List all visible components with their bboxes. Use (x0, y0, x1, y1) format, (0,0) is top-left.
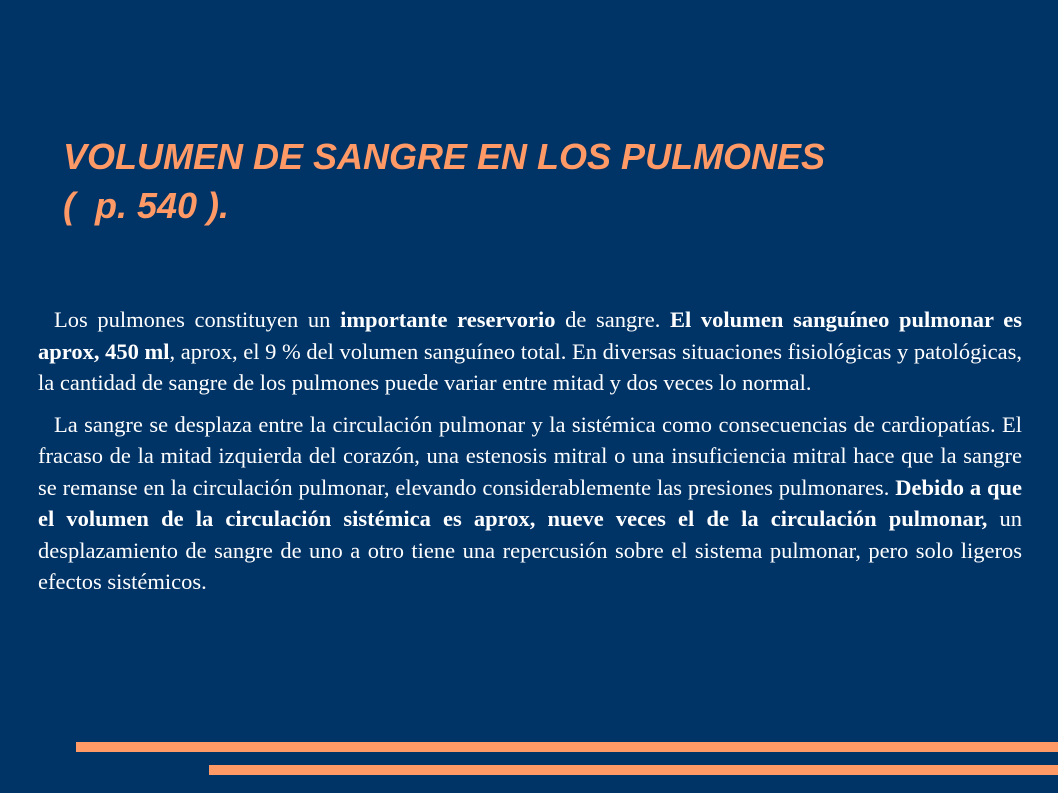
paragraph-1-text-2: de sangre. (555, 307, 671, 332)
slide-title (63, 132, 1023, 230)
slide-body (38, 304, 1022, 608)
slide-title-line-2: ( p. 540 ). (63, 185, 230, 226)
paragraph-1-text-1: Los pulmones constituyen un (54, 307, 341, 332)
paragraph-2 (38, 409, 1022, 598)
paragraph-2-text-2: un desplazamiento de sangre de uno a otro tiene una repercusión sobre el sistema pulmonar, pero solo ligeros efectos sistémicos. (38, 506, 1023, 594)
paragraph-1-bold-1: importante reservorio (340, 307, 556, 332)
paragraph-1 (38, 304, 1022, 399)
decorative-bar-bottom (209, 765, 1058, 775)
paragraph-2-text-1: La sangre se desplaza entre la circulación pulmonar y la sistémica como consecuencias de cardiopatías. El fracaso de la mitad izquierda del corazón, una estenosis mitral o una insuficiencia mitral hace que la sangre se remanse en la circulación pulmonar, elevando considerablemente las presiones pulmonares. (38, 411, 1022, 500)
paragraph-1-bold-2: El volumen sanguíneo pulmonar es aprox, 450 ml (38, 307, 1023, 364)
paragraph-2-bold-1: Debido a que el volumen de la circulación sistémica es aprox, nueve veces el de la circulación pulmonar, (38, 474, 1022, 531)
paragraph-1-text-3: , aprox, el 9 % del volumen sanguíneo total. En diversas situaciones fisiológicas y patológicas, la cantidad de sangre de los pulmones puede variar entre mitad y dos veces lo normal. (38, 338, 1022, 395)
decorative-bar-top (76, 742, 1058, 752)
slide-title-line-1: VOLUMEN DE SANGRE EN LOS PULMONES (63, 136, 826, 177)
